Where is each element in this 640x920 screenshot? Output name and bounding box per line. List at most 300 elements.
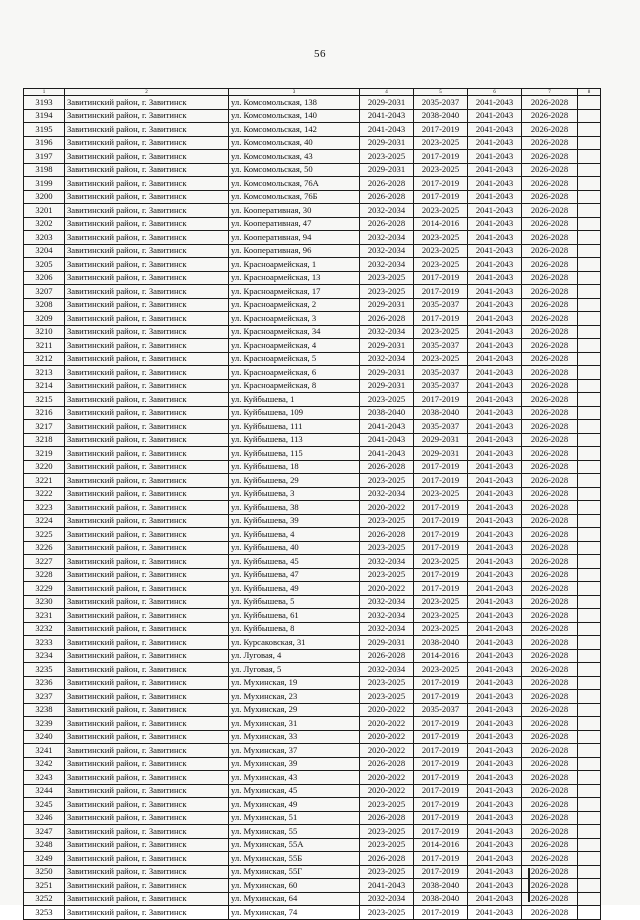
period-cell: 2032-2034	[360, 352, 414, 366]
period-cell: 2023-2025	[414, 325, 468, 339]
period-cell: 2017-2019	[414, 730, 468, 744]
period-cell: 2026-2028	[360, 757, 414, 771]
period-cell: 2041-2043	[468, 177, 522, 191]
district-cell: Завитинский район, г. Завитинск	[65, 757, 229, 771]
district-cell: Завитинский район, г. Завитинск	[65, 190, 229, 204]
period-cell: 2026-2028	[522, 798, 578, 812]
note-cell	[578, 231, 601, 245]
period-cell: 2023-2025	[414, 204, 468, 218]
address-cell: ул. Мухинская, 33	[229, 730, 360, 744]
district-cell: Завитинский район, г. Завитинск	[65, 136, 229, 150]
period-cell: 2041-2043	[360, 123, 414, 137]
note-cell	[578, 555, 601, 569]
period-cell: 2020-2022	[360, 730, 414, 744]
period-cell: 2020-2022	[360, 582, 414, 596]
district-cell: Завитинский район, г. Завитинск	[65, 339, 229, 353]
period-cell: 2026-2028	[522, 744, 578, 758]
period-cell: 2026-2028	[360, 852, 414, 866]
period-cell: 2029-2031	[360, 96, 414, 110]
address-cell: ул. Куйбышева, 5	[229, 595, 360, 609]
period-cell: 2020-2022	[360, 784, 414, 798]
table-row	[24, 690, 601, 704]
district-cell: Завитинский район, г. Завитинск	[65, 865, 229, 879]
period-cell: 2014-2016	[414, 217, 468, 231]
address-cell: ул. Комсомольская, 140	[229, 109, 360, 123]
period-cell: 2038-2040	[360, 406, 414, 420]
period-cell: 2026-2028	[360, 460, 414, 474]
row-number-cell: 3243	[24, 771, 65, 785]
period-cell: 2023-2025	[360, 838, 414, 852]
row-number-cell: 3203	[24, 231, 65, 245]
period-cell: 2041-2043	[468, 163, 522, 177]
period-cell: 2041-2043	[468, 325, 522, 339]
row-number-cell: 3209	[24, 312, 65, 326]
period-cell: 2023-2025	[414, 487, 468, 501]
note-cell	[578, 379, 601, 393]
column-header: 4	[360, 89, 414, 96]
row-number-cell: 3194	[24, 109, 65, 123]
note-cell	[578, 609, 601, 623]
table-row	[24, 568, 601, 582]
period-cell: 2041-2043	[468, 501, 522, 515]
table-row	[24, 217, 601, 231]
period-cell: 2026-2028	[360, 217, 414, 231]
district-cell: Завитинский район, г. Завитинск	[65, 258, 229, 272]
address-cell: ул. Мухинская, 55	[229, 825, 360, 839]
table-row	[24, 757, 601, 771]
period-cell: 2017-2019	[414, 825, 468, 839]
table-row	[24, 906, 601, 920]
period-cell: 2041-2043	[468, 582, 522, 596]
period-cell: 2041-2043	[468, 865, 522, 879]
table-row	[24, 312, 601, 326]
row-number-cell: 3216	[24, 406, 65, 420]
district-cell: Завитинский район, г. Завитинск	[65, 717, 229, 731]
period-cell: 2023-2025	[414, 163, 468, 177]
period-cell: 2032-2034	[360, 258, 414, 272]
address-cell: ул. Куйбышева, 38	[229, 501, 360, 515]
row-number-cell: 3249	[24, 852, 65, 866]
table-row	[24, 379, 601, 393]
period-cell: 2041-2043	[468, 541, 522, 555]
address-cell: ул. Куйбышева, 115	[229, 447, 360, 461]
period-cell: 2032-2034	[360, 204, 414, 218]
district-cell: Завитинский район, г. Завитинск	[65, 204, 229, 218]
table-row	[24, 163, 601, 177]
period-cell: 2041-2043	[468, 852, 522, 866]
period-cell: 2017-2019	[414, 460, 468, 474]
note-cell	[578, 123, 601, 137]
note-cell	[578, 150, 601, 164]
district-cell: Завитинский район, г. Завитинск	[65, 487, 229, 501]
address-cell: ул. Куйбышева, 8	[229, 622, 360, 636]
district-cell: Завитинский район, г. Завитинск	[65, 406, 229, 420]
period-cell: 2023-2025	[414, 609, 468, 623]
address-cell: ул. Луговая, 4	[229, 649, 360, 663]
district-cell: Завитинский район, г. Завитинск	[65, 96, 229, 110]
period-cell: 2026-2028	[522, 663, 578, 677]
address-cell: ул. Мухинская, 37	[229, 744, 360, 758]
district-cell: Завитинский район, г. Завитинск	[65, 123, 229, 137]
row-number-cell: 3245	[24, 798, 65, 812]
district-cell: Завитинский район, г. Завитинск	[65, 447, 229, 461]
period-cell: 2023-2025	[414, 352, 468, 366]
column-header: 7	[522, 89, 578, 96]
address-cell: ул. Куйбышева, 109	[229, 406, 360, 420]
row-number-cell: 3225	[24, 528, 65, 542]
row-number-cell: 3226	[24, 541, 65, 555]
period-cell: 2023-2025	[360, 906, 414, 920]
period-cell: 2026-2028	[522, 595, 578, 609]
address-cell: ул. Мухинская, 43	[229, 771, 360, 785]
note-cell	[578, 217, 601, 231]
note-cell	[578, 339, 601, 353]
district-cell: Завитинский район, г. Завитинск	[65, 771, 229, 785]
period-cell: 2017-2019	[414, 717, 468, 731]
period-cell: 2041-2043	[468, 717, 522, 731]
period-cell: 2041-2043	[468, 825, 522, 839]
district-cell: Завитинский район, г. Завитинск	[65, 636, 229, 650]
district-cell: Завитинский район, г. Завитинск	[65, 244, 229, 258]
period-cell: 2026-2028	[360, 177, 414, 191]
address-cell: ул. Куйбышева, 47	[229, 568, 360, 582]
note-cell	[578, 366, 601, 380]
period-cell: 2026-2028	[360, 811, 414, 825]
period-cell: 2023-2025	[414, 258, 468, 272]
period-cell: 2041-2043	[468, 744, 522, 758]
period-cell: 2026-2028	[360, 190, 414, 204]
note-cell	[578, 744, 601, 758]
period-cell: 2020-2022	[360, 703, 414, 717]
table-row	[24, 784, 601, 798]
period-cell: 2032-2034	[360, 231, 414, 245]
period-cell: 2020-2022	[360, 771, 414, 785]
table-row	[24, 744, 601, 758]
note-cell	[578, 703, 601, 717]
period-cell: 2029-2031	[360, 298, 414, 312]
row-number-cell: 3201	[24, 204, 65, 218]
period-cell: 2041-2043	[468, 798, 522, 812]
table-row	[24, 406, 601, 420]
address-cell: ул. Куйбышева, 18	[229, 460, 360, 474]
period-cell: 2017-2019	[414, 474, 468, 488]
period-cell: 2041-2043	[468, 892, 522, 906]
note-cell	[578, 190, 601, 204]
period-cell: 2026-2028	[522, 852, 578, 866]
note-cell	[578, 244, 601, 258]
district-cell: Завитинский район, г. Завитинск	[65, 231, 229, 245]
address-cell: ул. Куйбышева, 61	[229, 609, 360, 623]
row-number-cell: 3232	[24, 622, 65, 636]
address-cell: ул. Куйбышева, 113	[229, 433, 360, 447]
period-cell: 2029-2031	[360, 379, 414, 393]
address-cell: ул. Куйбышева, 45	[229, 555, 360, 569]
district-cell: Завитинский район, г. Завитинск	[65, 177, 229, 191]
note-cell	[578, 676, 601, 690]
period-cell: 2041-2043	[468, 690, 522, 704]
table-row	[24, 325, 601, 339]
period-cell: 2026-2028	[360, 312, 414, 326]
period-cell: 2029-2031	[414, 447, 468, 461]
period-cell: 2026-2028	[522, 244, 578, 258]
period-cell: 2041-2043	[468, 514, 522, 528]
period-cell: 2026-2028	[522, 420, 578, 434]
period-cell: 2023-2025	[360, 825, 414, 839]
period-cell: 2023-2025	[360, 474, 414, 488]
register-table	[23, 88, 601, 920]
period-cell: 2041-2043	[468, 366, 522, 380]
district-cell: Завитинский район, г. Завитинск	[65, 703, 229, 717]
period-cell: 2026-2028	[522, 825, 578, 839]
row-number-cell: 3220	[24, 460, 65, 474]
district-cell: Завитинский район, г. Завитинск	[65, 690, 229, 704]
address-cell: ул. Мухинская, 55Г	[229, 865, 360, 879]
period-cell: 2026-2028	[522, 366, 578, 380]
period-cell: 2023-2025	[360, 285, 414, 299]
period-cell: 2023-2025	[360, 393, 414, 407]
period-cell: 2035-2037	[414, 366, 468, 380]
address-cell: ул. Мухинская, 64	[229, 892, 360, 906]
note-cell	[578, 109, 601, 123]
period-cell: 2017-2019	[414, 906, 468, 920]
table-row	[24, 339, 601, 353]
period-cell: 2023-2025	[360, 541, 414, 555]
address-cell: ул. Красноармейская, 34	[229, 325, 360, 339]
row-number-cell: 3205	[24, 258, 65, 272]
table-row	[24, 825, 601, 839]
note-cell	[578, 879, 601, 893]
period-cell: 2041-2043	[468, 379, 522, 393]
period-cell: 2017-2019	[414, 177, 468, 191]
period-cell: 2020-2022	[360, 717, 414, 731]
address-cell: ул. Мухинская, 23	[229, 690, 360, 704]
note-cell	[578, 892, 601, 906]
district-cell: Завитинский район, г. Завитинск	[65, 325, 229, 339]
table-row	[24, 555, 601, 569]
address-cell: ул. Комсомольская, 76А	[229, 177, 360, 191]
period-cell: 2017-2019	[414, 784, 468, 798]
period-cell: 2041-2043	[468, 730, 522, 744]
column-header: 1	[24, 89, 65, 96]
period-cell: 2041-2043	[360, 447, 414, 461]
period-cell: 2014-2016	[414, 649, 468, 663]
row-number-cell: 3210	[24, 325, 65, 339]
table-row	[24, 433, 601, 447]
address-cell: ул. Мухинская, 31	[229, 717, 360, 731]
period-cell: 2017-2019	[414, 271, 468, 285]
period-cell: 2017-2019	[414, 757, 468, 771]
district-cell: Завитинский район, г. Завитинск	[65, 271, 229, 285]
row-number-cell: 3196	[24, 136, 65, 150]
row-number-cell: 3222	[24, 487, 65, 501]
period-cell: 2023-2025	[360, 271, 414, 285]
table-row	[24, 676, 601, 690]
period-cell: 2035-2037	[414, 420, 468, 434]
address-cell: ул. Красноармейская, 3	[229, 312, 360, 326]
period-cell: 2026-2028	[522, 406, 578, 420]
period-cell: 2026-2028	[522, 217, 578, 231]
address-cell: ул. Кооперативная, 47	[229, 217, 360, 231]
period-cell: 2026-2028	[522, 298, 578, 312]
period-cell: 2026-2028	[522, 96, 578, 110]
table-row	[24, 460, 601, 474]
period-cell: 2041-2043	[468, 136, 522, 150]
district-cell: Завитинский район, г. Завитинск	[65, 474, 229, 488]
period-cell: 2035-2037	[414, 339, 468, 353]
district-cell: Завитинский район, г. Завитинск	[65, 555, 229, 569]
note-cell	[578, 285, 601, 299]
period-cell: 2023-2025	[360, 690, 414, 704]
note-cell	[578, 352, 601, 366]
row-number-cell: 3202	[24, 217, 65, 231]
table-row	[24, 285, 601, 299]
row-number-cell: 3251	[24, 879, 65, 893]
period-cell: 2041-2043	[468, 906, 522, 920]
period-cell: 2041-2043	[468, 109, 522, 123]
period-cell: 2038-2040	[414, 879, 468, 893]
row-number-cell: 3199	[24, 177, 65, 191]
row-number-cell: 3198	[24, 163, 65, 177]
district-cell: Завитинский район, г. Завитинск	[65, 838, 229, 852]
period-cell: 2026-2028	[522, 190, 578, 204]
table-row	[24, 892, 601, 906]
table-row	[24, 582, 601, 596]
address-cell: ул. Красноармейская, 13	[229, 271, 360, 285]
note-cell	[578, 177, 601, 191]
period-cell: 2026-2028	[522, 703, 578, 717]
row-number-cell: 3212	[24, 352, 65, 366]
period-cell: 2041-2043	[468, 649, 522, 663]
address-cell: ул. Комсомольская, 142	[229, 123, 360, 137]
table-row	[24, 190, 601, 204]
period-cell: 2041-2043	[468, 784, 522, 798]
column-header: 5	[414, 89, 468, 96]
address-cell: ул. Красноармейская, 8	[229, 379, 360, 393]
period-cell: 2041-2043	[468, 433, 522, 447]
note-cell	[578, 663, 601, 677]
address-cell: ул. Кооперативная, 96	[229, 244, 360, 258]
address-cell: ул. Мухинская, 49	[229, 798, 360, 812]
address-cell: ул. Куйбышева, 29	[229, 474, 360, 488]
note-cell	[578, 757, 601, 771]
address-cell: ул. Красноармейская, 1	[229, 258, 360, 272]
period-cell: 2041-2043	[468, 811, 522, 825]
table-row	[24, 271, 601, 285]
period-cell: 2041-2043	[468, 528, 522, 542]
table-row	[24, 177, 601, 191]
period-cell: 2035-2037	[414, 379, 468, 393]
column-header: 6	[468, 89, 522, 96]
district-cell: Завитинский район, г. Завитинск	[65, 906, 229, 920]
address-cell: ул. Луговая, 5	[229, 663, 360, 677]
period-cell: 2026-2028	[360, 528, 414, 542]
period-cell: 2041-2043	[468, 298, 522, 312]
period-cell: 2026-2028	[522, 730, 578, 744]
period-cell: 2017-2019	[414, 798, 468, 812]
row-number-cell: 3244	[24, 784, 65, 798]
table-row	[24, 730, 601, 744]
period-cell: 2017-2019	[414, 285, 468, 299]
table-row	[24, 447, 601, 461]
table-row	[24, 244, 601, 258]
note-cell	[578, 460, 601, 474]
period-cell: 2023-2025	[414, 244, 468, 258]
district-cell: Завитинский район, г. Завитинск	[65, 528, 229, 542]
district-cell: Завитинский район, г. Завитинск	[65, 366, 229, 380]
period-cell: 2041-2043	[468, 204, 522, 218]
district-cell: Завитинский район, г. Завитинск	[65, 595, 229, 609]
period-cell: 2041-2043	[468, 271, 522, 285]
table-row	[24, 123, 601, 137]
row-number-cell: 3200	[24, 190, 65, 204]
note-cell	[578, 393, 601, 407]
period-cell: 2026-2028	[522, 312, 578, 326]
table-row	[24, 528, 601, 542]
note-cell	[578, 204, 601, 218]
table-row	[24, 150, 601, 164]
period-cell: 2023-2025	[414, 555, 468, 569]
period-cell: 2017-2019	[414, 852, 468, 866]
table-row	[24, 663, 601, 677]
period-cell: 2041-2043	[360, 879, 414, 893]
period-cell: 2014-2016	[414, 838, 468, 852]
row-number-cell: 3229	[24, 582, 65, 596]
row-number-cell: 3247	[24, 825, 65, 839]
note-cell	[578, 325, 601, 339]
table-row	[24, 514, 601, 528]
period-cell: 2017-2019	[414, 865, 468, 879]
period-cell: 2032-2034	[360, 244, 414, 258]
period-cell: 2041-2043	[468, 447, 522, 461]
period-cell: 2026-2028	[522, 447, 578, 461]
period-cell: 2026-2028	[522, 258, 578, 272]
period-cell: 2026-2028	[522, 352, 578, 366]
period-cell: 2026-2028	[522, 771, 578, 785]
period-cell: 2026-2028	[522, 717, 578, 731]
address-cell: ул. Красноармейская, 2	[229, 298, 360, 312]
table-row	[24, 865, 601, 879]
period-cell: 2041-2043	[468, 244, 522, 258]
district-cell: Завитинский район, г. Завитинск	[65, 663, 229, 677]
row-number-cell: 3237	[24, 690, 65, 704]
note-cell	[578, 487, 601, 501]
period-cell: 2026-2028	[522, 811, 578, 825]
table-row	[24, 852, 601, 866]
row-number-cell: 3241	[24, 744, 65, 758]
table-row	[24, 204, 601, 218]
note-cell	[578, 717, 601, 731]
period-cell: 2026-2028	[522, 204, 578, 218]
period-cell: 2017-2019	[414, 393, 468, 407]
table-row	[24, 541, 601, 555]
note-cell	[578, 271, 601, 285]
table-row	[24, 636, 601, 650]
address-cell: ул. Комсомольская, 138	[229, 96, 360, 110]
period-cell: 2026-2028	[522, 906, 578, 920]
period-cell: 2041-2043	[468, 676, 522, 690]
period-cell: 2026-2028	[522, 379, 578, 393]
row-number-cell: 3211	[24, 339, 65, 353]
period-cell: 2026-2028	[522, 865, 578, 879]
address-cell: ул. Красноармейская, 17	[229, 285, 360, 299]
period-cell: 2023-2025	[360, 798, 414, 812]
period-cell: 2029-2031	[360, 136, 414, 150]
period-cell: 2023-2025	[414, 136, 468, 150]
table-row	[24, 798, 601, 812]
period-cell: 2017-2019	[414, 501, 468, 515]
note-cell	[578, 258, 601, 272]
district-cell: Завитинский район, г. Завитинск	[65, 582, 229, 596]
